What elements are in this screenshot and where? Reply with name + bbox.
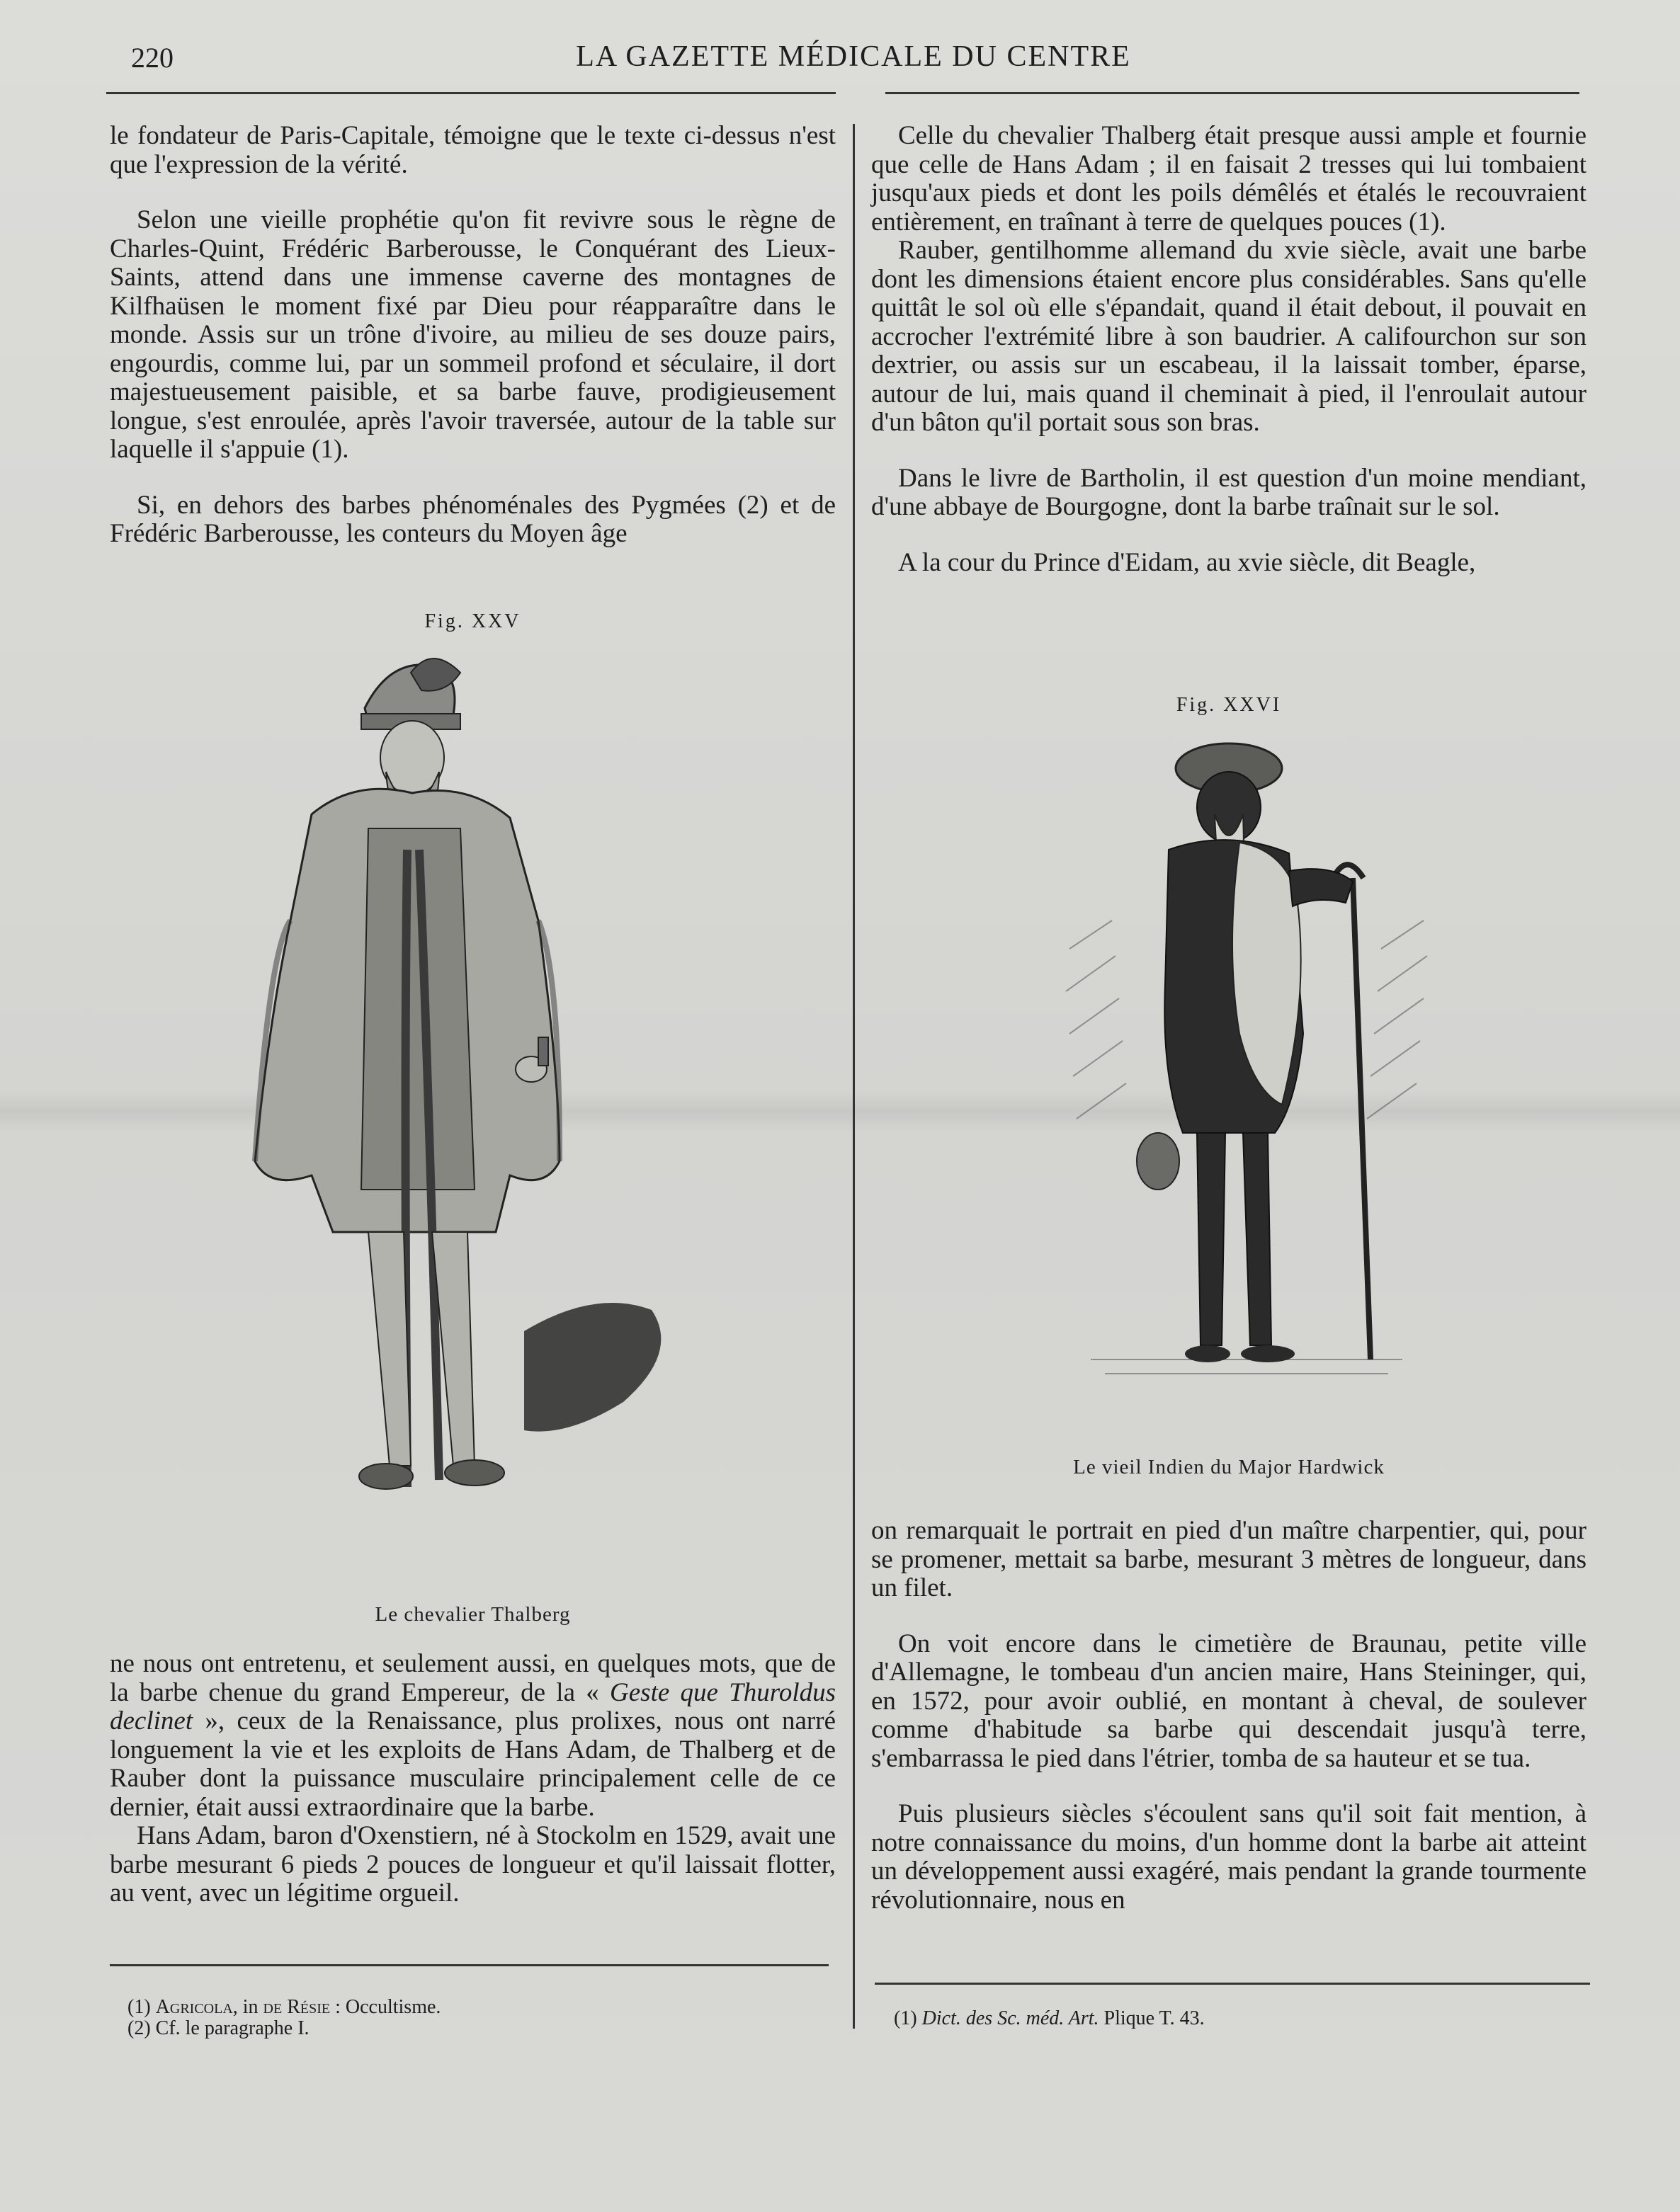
right-paragraph-3: Dans le livre de Bartholin, il est question d'un moine mendiant, d'une abbaye de Bourgogne, dont la barbe traînait sur le sol. xyxy=(871,463,1587,521)
left-paragraph-4-text-a: ne nous ont entretenu, et seulement aussi, en quelques mots, que de la barbe chenue du grand Empereur, de la « xyxy=(110,1649,836,1707)
left-paragraph-4 xyxy=(110,1650,836,1822)
right-paragraph-5: on remarquait le portrait en pied d'un maître charpentier, qui, pour se promener, mettait sa barbe, mesurant 3 mètres de longueur, dans un filet. xyxy=(871,1516,1587,1602)
right-paragraph-4: A la cour du Prince d'Eidam, au xvie siècle, dit Beagle, xyxy=(898,547,1476,577)
left-column xyxy=(110,122,836,549)
left-paragraph-4-title: Geste que Thuroldus declinet xyxy=(110,1677,836,1735)
figure-25-label: Fig. XXV xyxy=(424,610,521,632)
right-column xyxy=(871,122,1587,577)
left-footnote-rule xyxy=(110,1964,829,1966)
figure-25-caption: Le chevalier Thalberg xyxy=(375,1603,571,1626)
left-paragraph-1: le fondateur de Paris-Capitale, témoigne que le texte ci-dessus n'est que l'expression de la vérité. xyxy=(110,121,836,179)
right-paragraph-2: Rauber, gentilhomme allemand du xvie siècle, avait une barbe dont les dimensions étaient encore plus considérables. Sans qu'elle quittât le sol où elle s'épandait, quand il était debout, il pouvait en accrocher l'extrémité libre à son baudrier. A califourchon sur son dextrier, ou assis sur un escabeau, il la laissait tomber, éparse, autour de lui, mais quand il cheminait à pied, il l'enroulait autour d'un bâton qu'il portait sous son bras. xyxy=(871,236,1587,437)
left-column-lower xyxy=(110,1650,836,1908)
right-footnote-1: (1) Dict. des Sc. méd. Art. Plique T. 43. xyxy=(894,2007,1205,2029)
left-paragraph-3: Si, en dehors des barbes phénoménales des Pygmées (2) et de Frédéric Barberousse, les conteurs du Moyen âge xyxy=(110,490,836,548)
figure-26-label: Fig. XXVI xyxy=(1176,694,1282,716)
journal-title: LA GAZETTE MÉDICALE DU CENTRE xyxy=(576,40,1131,73)
header-rule-right xyxy=(885,92,1579,94)
right-paragraph-6: On voit encore dans le cimetière de Braunau, petite ville d'Allemagne, le tombeau d'un ancien maire, Hans Steininger, qui, en 1572, pour avoir oublié, en montant à cheval, de soulever comme d'habitude sa barbe qui descendait jusqu'à terre, s'embarrassa le pied dans l'étrier, tomba de sa hauteur et se tua. xyxy=(871,1629,1587,1773)
page-header xyxy=(106,35,1601,78)
right-paragraph-1: Celle du chevalier Thalberg était presque aussi ample et fournie que celle de Hans Adam ; il en faisait 2 tresses qui lui tombaient jusqu'aux pieds et dont les poils démêlés et étalés le recouvraient entièrement, en traînant à terre de quelques pouces (1). xyxy=(871,121,1587,236)
figure-26-illustration xyxy=(1048,736,1445,1416)
left-paragraph-2: Selon une vieille prophétie qu'on fit revivre sous le règne de Charles-Quint, Frédéric Barberousse, le Conquérant des Lieux-Saints, attend dans une immense caverne des montagnes de Kilfhaüsen le moment fixé par Dieu pour réapparaître dans le monde. Assis sur un trône d'ivoire, au milieu de ses douze pairs, engourdis, comme lui, par un sommeil profond et séculaire, il dort majestueusement paisible, et sa barbe fauve, prodigieusement longue, s'est enroulée, après l'avoir traversée, autour de la table sur laquelle il s'appuie (1). xyxy=(110,205,836,464)
right-footnote-rule xyxy=(875,1983,1590,1985)
left-footnotes xyxy=(127,1997,829,2039)
right-paragraph-7: Puis plusieurs siècles s'écoulent sans qu'il soit fait mention, à notre connaissance du moins, d'un homme dont la barbe ait atteint un développement aussi exagéré, mais pendant la grande tourmente révolutionnaire, nous en xyxy=(871,1799,1587,1915)
left-paragraph-4-text-c: », ceux de la Renaissance, plus prolixes, nous ont narré longuement la vie et les exploits de Hans Adam, de Thalberg et de Rauber dont la puissance musculaire principalement celle de ce dernier, était aussi extraordinaire que la barbe. xyxy=(110,1706,836,1822)
header-rule-left xyxy=(106,92,836,94)
figure-25-illustration xyxy=(227,651,765,1586)
old-indian-engraving xyxy=(1048,736,1445,1416)
right-column-lower xyxy=(871,1517,1587,1915)
column-divider xyxy=(853,124,855,2029)
knight-engraving xyxy=(227,651,765,1586)
left-paragraph-5: Hans Adam, baron d'Oxenstiern, né à Stockolm en 1529, avait une barbe mesurant 6 pieds 2 pouces de longueur et qu'il laissait flotter, au vent, avec un légitime orgueil. xyxy=(110,1821,836,1908)
left-footnote-2: (2) Cf. le paragraphe I. xyxy=(127,2017,310,2039)
page-number: 220 xyxy=(131,42,174,74)
figure-26-caption: Le vieil Indien du Major Hardwick xyxy=(1073,1456,1385,1478)
left-footnote-1: (1) Agricola, in de Résie : Occultisme. xyxy=(127,1996,441,2018)
